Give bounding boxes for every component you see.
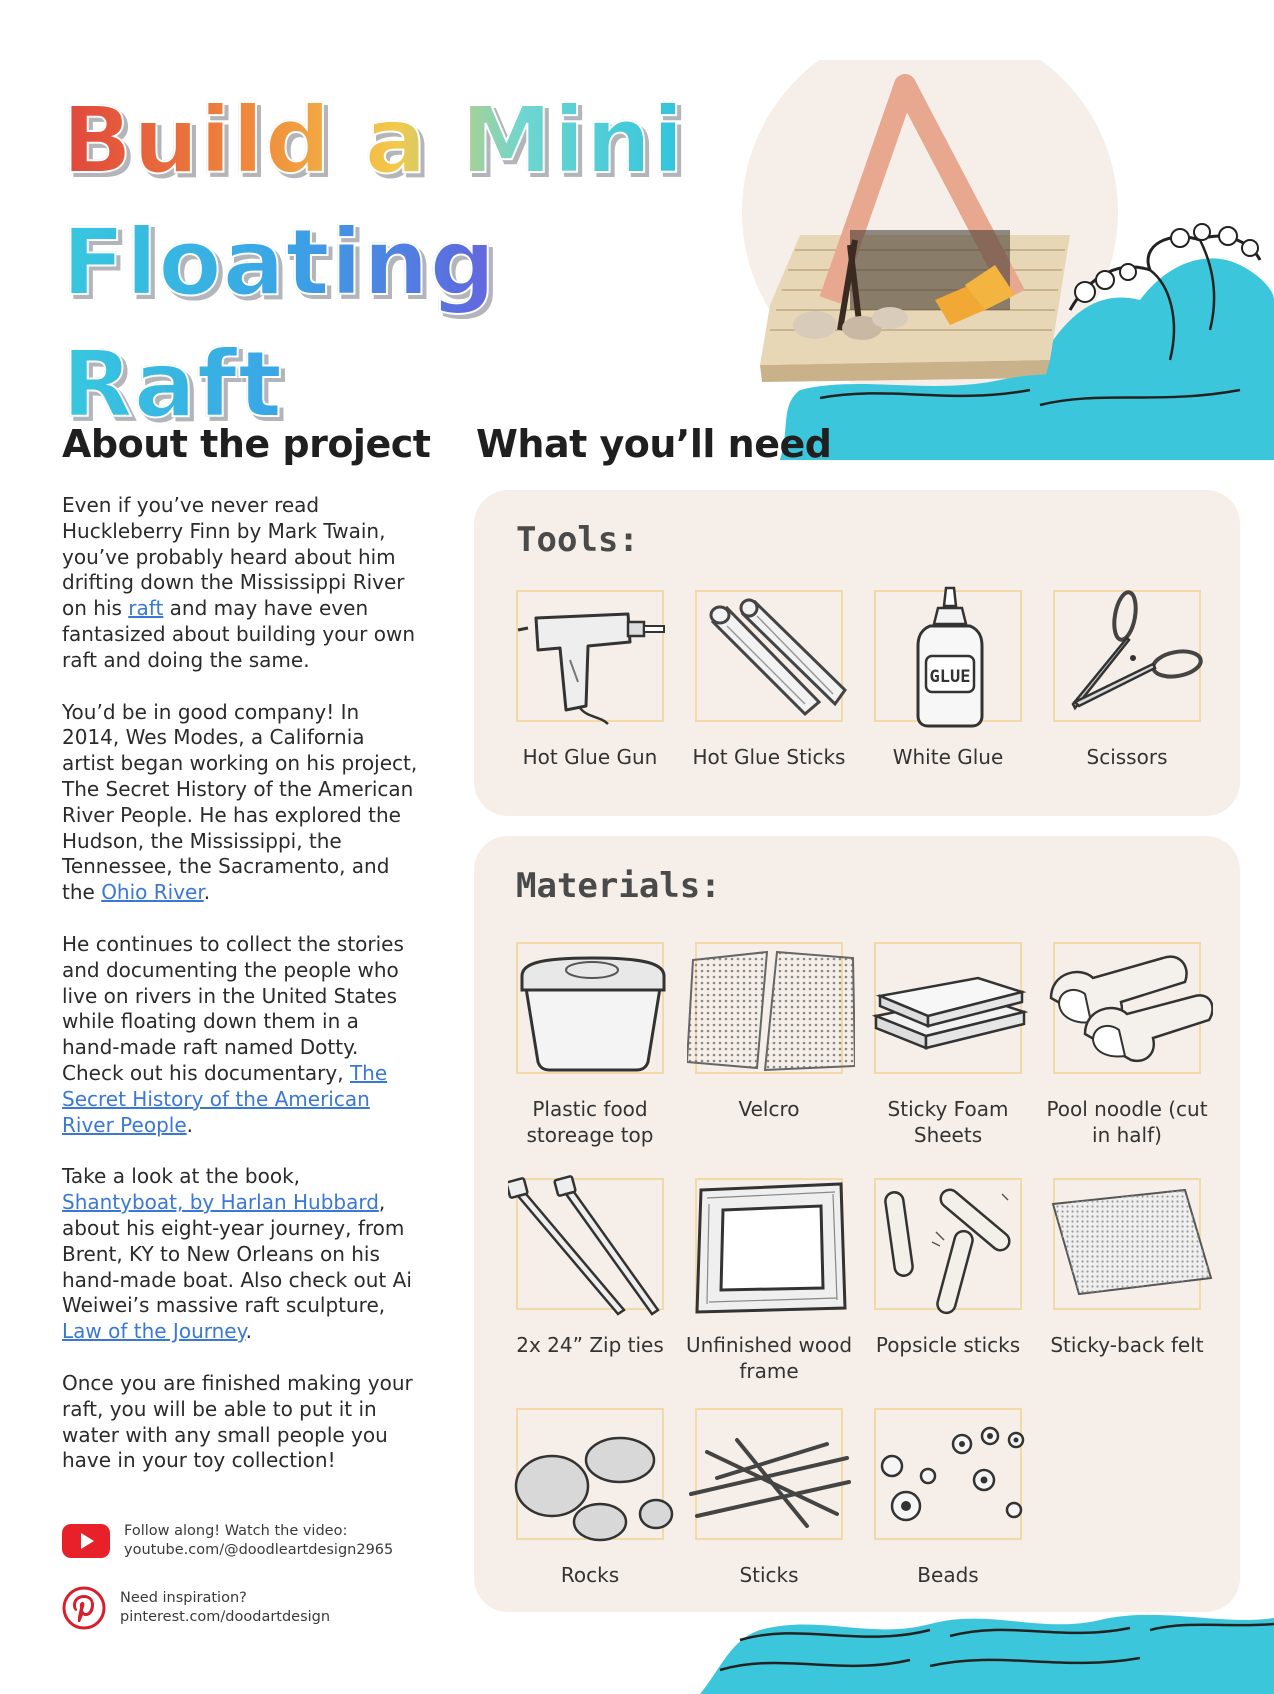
youtube-url[interactable]: youtube.com/@doodleartdesign2965 bbox=[124, 1542, 394, 1558]
tool-label: Scissors bbox=[1086, 745, 1168, 769]
pinterest-link[interactable] bbox=[62, 1586, 330, 1630]
raft-link[interactable]: raft bbox=[128, 596, 164, 621]
pinterest-icon bbox=[62, 1586, 106, 1630]
material-velcro bbox=[679, 942, 859, 1122]
beads-icon bbox=[866, 1404, 1034, 1548]
material-label: Popsicle sticks bbox=[875, 1333, 1021, 1357]
pool-noodle-icon bbox=[1045, 938, 1213, 1082]
pinterest-caption: Need inspiration? bbox=[120, 1590, 247, 1606]
felt-sheet-icon bbox=[1045, 1174, 1213, 1318]
tools-title: Tools: bbox=[516, 520, 639, 560]
page-title bbox=[62, 80, 702, 446]
material-wood-frame bbox=[679, 1178, 859, 1384]
popsicle-sticks-icon bbox=[866, 1174, 1034, 1318]
tool-label: Hot Glue Sticks bbox=[692, 745, 846, 769]
about-paragraph-5: Once you are finished making your raft, you will be able to put it in water with any small people you have in your toy collection! bbox=[62, 1370, 413, 1473]
material-popsicle-sticks bbox=[858, 1178, 1038, 1358]
about-heading: About the project bbox=[62, 422, 431, 466]
material-pool-noodle bbox=[1037, 942, 1217, 1148]
materials-panel bbox=[474, 836, 1240, 1612]
tool-scissors bbox=[1037, 590, 1217, 770]
tool-label: White Glue bbox=[892, 745, 1004, 769]
material-sticky-foam-sheets bbox=[858, 942, 1038, 1148]
zip-ties-icon bbox=[508, 1174, 676, 1318]
youtube-caption: Follow along! Watch the video: bbox=[124, 1523, 348, 1539]
material-label: Sticky Foam Sheets bbox=[887, 1097, 1009, 1147]
material-label: Plastic food storeage top bbox=[526, 1097, 654, 1147]
about-text bbox=[62, 493, 422, 1500]
ohio-river-link[interactable]: Ohio River bbox=[101, 880, 204, 905]
about-paragraph-3: He continues to collect the stories and documenting the people who live on rivers in the United States while floating down them in a hand-made raft named Dotty. Check out his documentary, The Secret History of the American River People. bbox=[62, 931, 404, 1137]
material-beads bbox=[858, 1408, 1038, 1588]
documentary-link[interactable]: The Secret History of the American River People bbox=[62, 1060, 388, 1137]
material-label: Sticks bbox=[739, 1563, 799, 1587]
material-sticky-back-felt bbox=[1037, 1178, 1217, 1358]
material-sticks bbox=[679, 1408, 859, 1588]
wood-frame-icon bbox=[687, 1174, 855, 1318]
youtube-icon bbox=[62, 1524, 110, 1558]
glue-bottle-label: GLUE bbox=[929, 667, 971, 687]
scissors-icon bbox=[1045, 586, 1213, 730]
pinterest-url[interactable]: pinterest.com/doodartdesign bbox=[120, 1609, 331, 1625]
material-label: Rocks bbox=[560, 1563, 620, 1587]
material-label: Velcro bbox=[738, 1097, 800, 1121]
shantyboat-link[interactable]: Shantyboat, by Harlan Hubbard bbox=[62, 1190, 379, 1215]
youtube-link[interactable] bbox=[62, 1522, 393, 1560]
title-line-1: Build a Mini bbox=[62, 80, 702, 202]
material-label: Sticky-back felt bbox=[1050, 1333, 1204, 1357]
tool-hot-glue-gun bbox=[500, 590, 680, 770]
material-food-storage-top bbox=[500, 942, 680, 1148]
material-label: Unfinished wood frame bbox=[685, 1333, 853, 1383]
tool-white-glue bbox=[858, 590, 1038, 770]
sticks-icon bbox=[687, 1404, 855, 1548]
bottom-wave-decoration bbox=[700, 1600, 1274, 1694]
about-paragraph-4: Take a look at the book, Shantyboat, by Harlan Hubbard, about his eight-year journey, from Brent, KY to New Orleans on his hand-made boat. Also check out Ai Weiwei’s massive raft sculpture, Law of the Journey. bbox=[62, 1164, 412, 1344]
material-rocks bbox=[500, 1408, 680, 1588]
raft-hero-image bbox=[740, 60, 1274, 460]
white-glue-bottle-icon bbox=[866, 586, 1034, 730]
material-zip-ties bbox=[500, 1178, 680, 1358]
material-label: 2x 24” Zip ties bbox=[516, 1333, 664, 1357]
tool-label: Hot Glue Gun bbox=[522, 745, 658, 769]
velcro-icon bbox=[687, 938, 855, 1082]
title-line-2: Floating Raft bbox=[62, 202, 702, 446]
foam-sheets-icon bbox=[866, 938, 1034, 1082]
rocks-icon bbox=[508, 1404, 676, 1548]
need-heading: What you’ll need bbox=[476, 422, 832, 466]
tools-panel bbox=[474, 490, 1240, 816]
tool-hot-glue-sticks bbox=[679, 590, 859, 770]
food-container-icon bbox=[508, 938, 676, 1082]
material-label: Pool noodle (cut in half) bbox=[1046, 1097, 1208, 1147]
materials-title: Materials: bbox=[516, 866, 721, 906]
about-paragraph-2: You’d be in good company! In 2014, Wes Modes, a California artist began working on his project, The Secret History of the American River People. He has explored the Hudson, the Mississippi, the Tennessee, the Sacramento, and the Ohio River. bbox=[62, 699, 418, 905]
hot-glue-gun-icon bbox=[508, 586, 676, 730]
about-paragraph-1: Even if you’ve never read Huckleberry Finn by Mark Twain, you’ve probably heard about him drifting down the Mississippi River on his raft and may have even fantasized about building your own raft and doing the same. bbox=[62, 493, 416, 672]
material-label: Beads bbox=[917, 1563, 979, 1587]
law-of-the-journey-link[interactable]: Law of the Journey bbox=[62, 1319, 246, 1344]
glue-sticks-icon bbox=[687, 586, 855, 730]
